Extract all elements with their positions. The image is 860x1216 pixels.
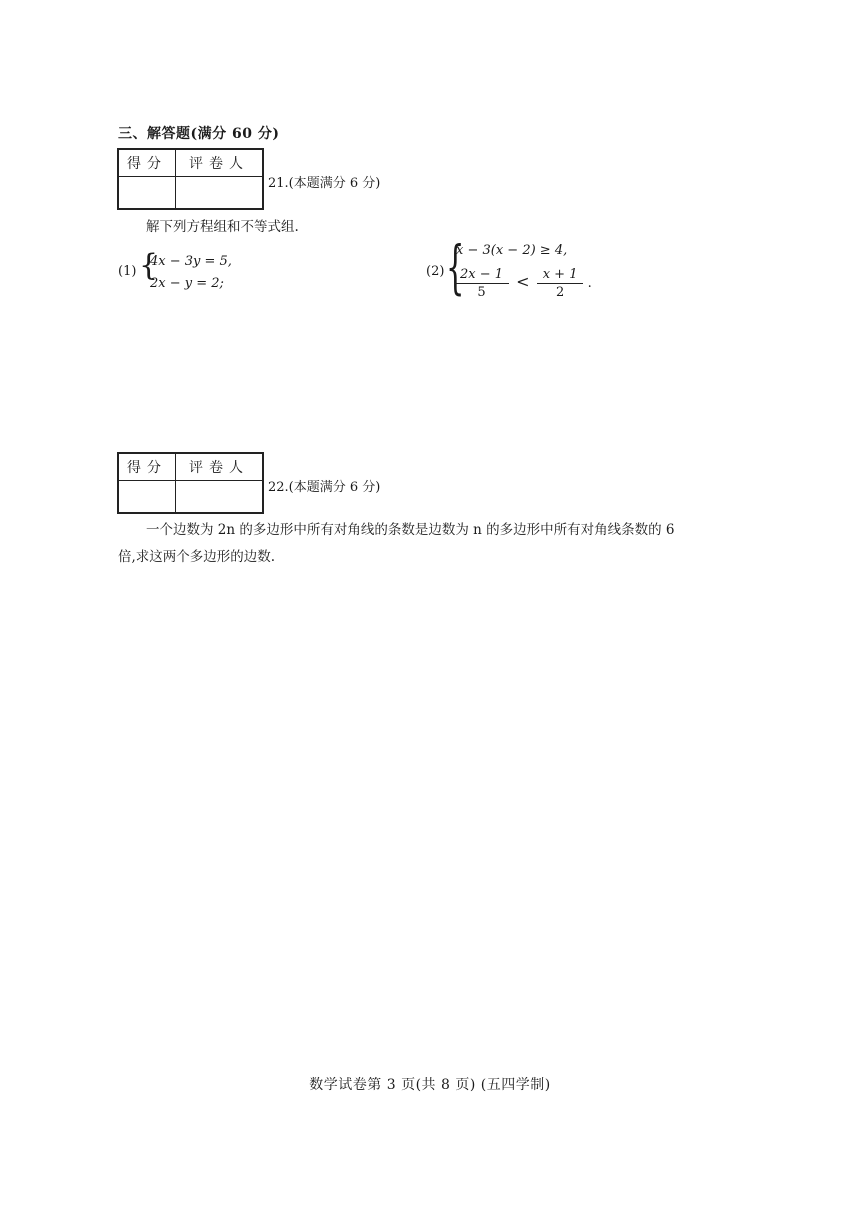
score-table-q22 [117, 452, 264, 514]
fraction [537, 266, 584, 301]
score-header: 得分 [118, 453, 176, 481]
q21-part2-label: (2) [426, 264, 445, 279]
grader-header: 评卷人 [176, 149, 264, 177]
less-than-sign: < [516, 272, 530, 291]
section-title: 三、解答题(满分 60 分) [118, 126, 280, 142]
q22-text-line-1: 一个边数为 2n 的多边形中所有对角线的条数是边数为 n 的多边形中所有对角线条数的 6 [146, 522, 675, 538]
fraction-denominator: 5 [477, 285, 486, 300]
q22-header: 22.(本题满分 6 分) [268, 480, 381, 495]
grader-cell[interactable] [176, 177, 264, 210]
q21-part1-label: (1) [118, 264, 137, 279]
page-footer: 数学试卷第 3 页(共 8 页) (五四学制) [309, 1077, 551, 1093]
score-cell[interactable] [118, 177, 176, 210]
q21-header: 21.(本题满分 6 分) [268, 176, 381, 191]
period: . [587, 276, 592, 291]
q21-inequality-1: x − 3(x − 2) ≥ 4, [456, 243, 568, 258]
grader-cell[interactable] [176, 481, 264, 514]
score-header: 得分 [118, 149, 176, 177]
score-table-q21 [117, 148, 264, 210]
grader-header: 评卷人 [176, 453, 264, 481]
score-cell[interactable] [118, 481, 176, 514]
q21-inequality-2 [454, 266, 592, 301]
fraction [454, 266, 509, 301]
fraction-numerator: x + 1 [537, 266, 584, 284]
fraction-numerator: 2x − 1 [454, 266, 509, 284]
q21-instruction: 解下列方程组和不等式组. [146, 219, 299, 235]
fraction-denominator: 2 [555, 285, 565, 300]
q21-equation-1: 4x − 3y = 5, [150, 254, 232, 269]
q21-equation-2: 2x − y = 2; [150, 276, 224, 291]
left-brace-icon: { [446, 233, 465, 301]
left-brace-icon: { [139, 248, 159, 283]
q22-text-line-2: 倍,求这两个多边形的边数. [118, 549, 276, 565]
